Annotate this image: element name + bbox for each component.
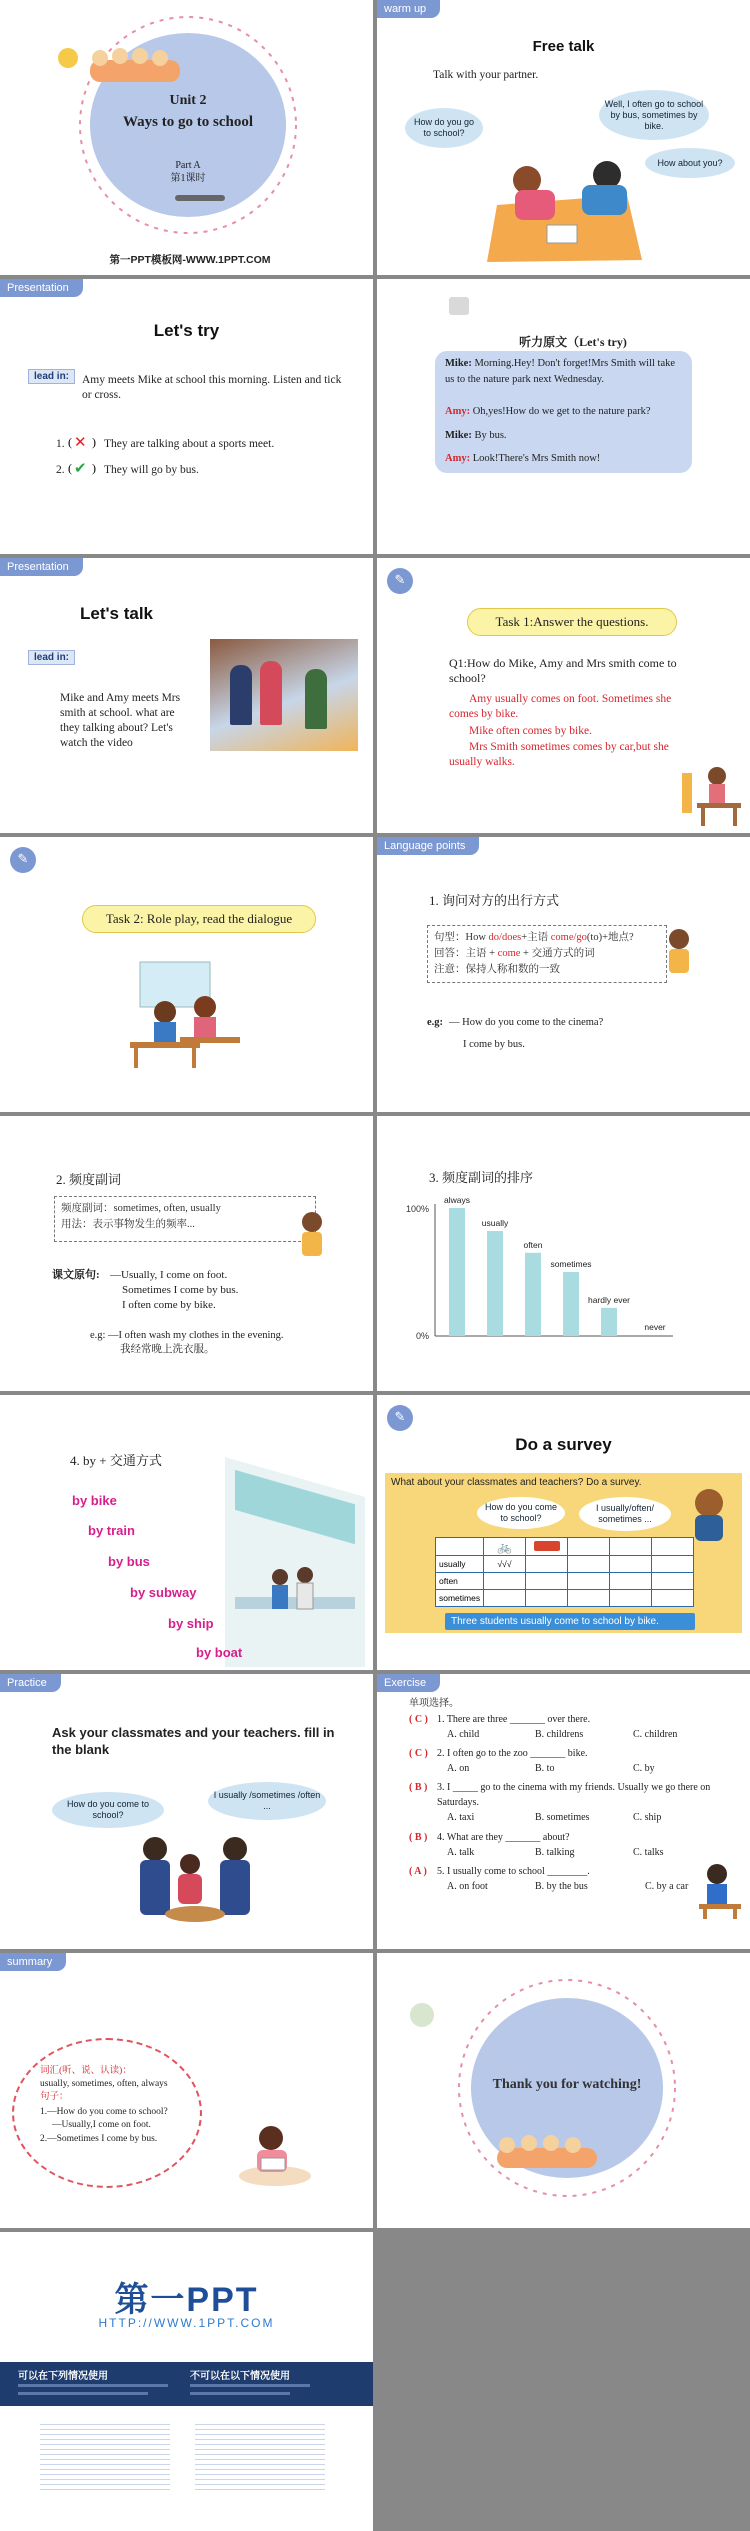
summary-sentence: —Usually,I come on foot. [52, 2120, 151, 2130]
exercise-question: 4. What are they _______ about? [437, 1832, 570, 1843]
option[interactable]: A. taxi [447, 1812, 475, 1823]
tally-cell[interactable] [652, 1573, 694, 1590]
grammar-line: 回答：主语 + come + 交通方式的词 [434, 948, 595, 959]
source-label: 课文原句: [52, 1269, 100, 1281]
grammar-box [54, 1196, 316, 1242]
pencil-badge-icon: ✎ [10, 847, 36, 873]
slide-credits [0, 2232, 373, 2531]
slide-transport [0, 1395, 373, 1670]
slide-heading: Let's talk [79, 604, 153, 623]
speech-bubble: How about you? [645, 148, 735, 178]
question-number: 2. [56, 464, 65, 476]
usage-banner [0, 2362, 373, 2406]
tally-cell[interactable] [484, 1573, 526, 1590]
tally-cell[interactable] [610, 1573, 652, 1590]
slide-listening-script [377, 279, 750, 554]
girl-illustration [292, 1208, 332, 1268]
tally-cell[interactable] [652, 1590, 694, 1607]
closing-text: Thank you for watching! [492, 2077, 642, 2092]
answer-choice: ( C ) [409, 1714, 428, 1725]
grammar-line: 频度副词：sometimes, often, usually [61, 1203, 221, 1214]
speech-bubble: How do you come to school? [52, 1792, 164, 1828]
transport-phrase: by bus [108, 1554, 150, 1569]
y-tick-label: 100% [405, 1204, 429, 1214]
point-heading: 1. 询问对方的出行方式 [429, 893, 560, 908]
section-tag: Practice [0, 1674, 61, 1692]
chart-bar [525, 1253, 541, 1336]
answer-text: Mrs Smith sometimes comes by car,but she usually walks. [449, 741, 669, 768]
exercise-question: 3. I _____ go to the cinema with my friends. Usually we go there on Saturdays. [437, 1782, 711, 1808]
lead-in-text: Amy meets Mike at school this morning. Listen and tick or cross. [82, 374, 342, 401]
tally-cell[interactable]: √√√ [484, 1556, 526, 1573]
option[interactable]: C. by [633, 1763, 655, 1774]
question-text: They will go by bus. [104, 464, 199, 476]
answer-text: Amy usually comes on foot. Sometimes she comes by bike. [449, 693, 672, 720]
example-line: I come by bus. [463, 1039, 525, 1050]
row-label: usually [436, 1556, 484, 1573]
frequency-bar-chart [397, 1176, 717, 1376]
tally-cell[interactable] [610, 1590, 652, 1607]
source-line: —Usually, I come on foot. [110, 1269, 228, 1281]
radio-icon [449, 297, 469, 315]
pencil-icon [175, 195, 225, 201]
option[interactable]: A. on [447, 1763, 470, 1774]
point-heading: 3. 频度副词的排序 [429, 1170, 534, 1185]
source-line: Sometimes I come by bus. [122, 1284, 239, 1296]
slide-title [0, 0, 373, 275]
slide-lets-talk [0, 558, 373, 833]
bear-teacher-illustration [681, 1483, 737, 1543]
student-desk-illustration [677, 758, 742, 828]
example-label: e.g: [90, 1330, 106, 1341]
lead-in-badge: lead in: [28, 650, 75, 665]
slide-task-1 [377, 558, 750, 833]
tally-cell[interactable] [526, 1590, 568, 1607]
script-line: Mike: By bus. [445, 430, 507, 441]
link-list [195, 2420, 325, 2490]
script-title: 听力原文（Let's try) [519, 335, 627, 349]
transport-phrase: by bike [72, 1493, 117, 1508]
slide-title-text: Ways to go to school [122, 114, 253, 130]
option[interactable]: A. on foot [447, 1881, 488, 1892]
example-label: e.g: [427, 1017, 444, 1028]
brand-logo: 第一PPT [114, 2281, 259, 2319]
grammar-line: 注意：保持人称和数的一致 [434, 964, 560, 975]
classmates-illustration [130, 1824, 260, 1939]
chart-bar [487, 1231, 503, 1336]
slide-free-talk [377, 0, 750, 275]
section-tag: warm up [377, 0, 440, 18]
y-tick-label: 0% [415, 1331, 429, 1341]
exercise-heading: 单项选择。 [409, 1698, 459, 1709]
usage-allowed-heading: 可以在下列情况使用 [18, 2371, 108, 2382]
lead-in-text: Mike and Amy meets Mrs smith at school. what are they talking about? Let's watch the video [60, 692, 181, 749]
grammar-line: 用法：表示事物发生的频率... [61, 1219, 195, 1230]
sun-icon [58, 48, 78, 68]
practice-instruction: Ask your classmates and your teachers. fill in the blank [52, 1725, 335, 1757]
answer-choice: ( A ) [409, 1866, 427, 1877]
survey-panel [385, 1473, 742, 1633]
tally-cell[interactable] [526, 1556, 568, 1573]
tally-cell[interactable] [568, 1573, 610, 1590]
link-list [40, 2420, 170, 2490]
answer-text: Mike often comes by bike. [469, 725, 592, 737]
section-tag: summary [0, 1953, 66, 1971]
task-banner: Task 2: Role play, read the dialogue [82, 905, 316, 933]
grammar-line: 句型：How do/does+主语 come/go(to)+地点? [434, 932, 634, 943]
brand-url[interactable]: HTTP://WWW.1PPT.COM [98, 2316, 275, 2330]
source-line: I often come by bike. [122, 1299, 216, 1311]
option[interactable]: A. child [447, 1729, 480, 1740]
video-thumbnail[interactable] [210, 639, 358, 751]
section-tag: Language points [377, 837, 479, 855]
instruction: Talk with your partner. [433, 69, 539, 81]
chart-bar [601, 1308, 617, 1336]
check-mark-icon: ( ✔ ) [68, 459, 96, 477]
bike-icon: 🚲 [484, 1538, 526, 1556]
option[interactable]: C. talks [633, 1847, 664, 1858]
script-line: Amy: Look!There's Mrs Smith now! [445, 453, 601, 464]
speech-bubble: Well, I often go to school by bus, sometimes by bike. [599, 90, 709, 140]
grammar-box [427, 925, 667, 983]
option[interactable]: C. ship [633, 1812, 662, 1823]
lesson-label: 第1课时 [170, 173, 206, 184]
lead-in-badge: lead in: [28, 369, 75, 384]
script-box [435, 351, 692, 473]
slide-task-2 [0, 837, 373, 1112]
summary-sentence: 2.—Sometimes I come by bus. [40, 2134, 158, 2144]
classroom-illustration [120, 957, 250, 1072]
slide-practice [0, 1674, 373, 1949]
girl-illustration [659, 925, 699, 985]
row-label: sometimes [436, 1590, 484, 1607]
example-line: 我经常晚上洗衣服。 [120, 1344, 215, 1355]
transport-phrase: by train [88, 1523, 135, 1538]
slide-summary [0, 1953, 373, 2228]
option[interactable]: B. sometimes [535, 1812, 590, 1823]
footer-link[interactable]: 第一PPT模板网-WWW.1PPT.COM [109, 254, 271, 266]
bar-label: hardly ever [587, 1294, 631, 1305]
section-tag: Presentation [0, 558, 83, 576]
bar-label: usually [481, 1218, 509, 1229]
tally-cell[interactable] [568, 1590, 610, 1607]
usage-forbidden-heading: 不可以在以下情况使用 [190, 2371, 290, 2382]
option[interactable]: A. talk [447, 1847, 475, 1858]
chart-bar [449, 1208, 465, 1336]
bar-label: often [523, 1239, 543, 1250]
transport-phrase: by boat [196, 1645, 243, 1660]
script-line: Mike: Morning.Hey! Don't forget!Mrs Smith will take us to the nature park next Wednesday. [445, 358, 676, 385]
section-tag: Presentation [0, 279, 83, 297]
option[interactable]: C. by a car [645, 1881, 689, 1892]
answer-choice: ( B ) [409, 1832, 428, 1843]
slide-thank-you [377, 1953, 750, 2228]
slide-language-point-1 [377, 837, 750, 1112]
option[interactable]: C. children [633, 1729, 678, 1740]
unit-label: Unit 2 [169, 93, 207, 108]
slide-heading: Do a survey [515, 1435, 612, 1454]
transport-phrase: by subway [130, 1585, 197, 1600]
question-text: They are talking about a sports meet. [104, 438, 275, 450]
question-text: Q1:How do Mike, Amy and Mrs smith come to school? [449, 656, 677, 685]
slide-exercise [377, 1674, 750, 1949]
summary-sentence: 1.—How do you come to school? [40, 2107, 168, 2117]
answer-choice: ( B ) [409, 1782, 428, 1793]
script-line: Amy: Oh,yes!How do we get to the nature park? [445, 406, 651, 417]
student-desk-illustration [695, 1860, 745, 1920]
summary-label: 句子： [40, 2092, 69, 2102]
exercise-question: 5. I usually come to school ________. [437, 1866, 590, 1877]
survey-table [435, 1537, 694, 1607]
title-decoration [0, 0, 373, 275]
speech-bubble: How do you go to school? [405, 108, 483, 148]
task-banner: Task 1:Answer the questions. [467, 608, 677, 636]
cross-mark-icon: ( ✕ ) [68, 433, 96, 451]
point-heading: 2. 频度副词 [56, 1172, 122, 1187]
tally-cell[interactable] [484, 1590, 526, 1607]
exercise-question: 1. There are three _______ over there. [437, 1714, 591, 1725]
train-interior-illustration [225, 1457, 365, 1667]
answer-choice: ( C ) [409, 1748, 428, 1759]
speech-bubble: I usually /sometimes /often ... [208, 1782, 326, 1820]
option[interactable]: B. talking [535, 1847, 575, 1858]
point-heading: 4. by + 交通方式 [70, 1453, 162, 1468]
option[interactable]: B. by the bus [535, 1881, 588, 1892]
option[interactable]: B. to [535, 1763, 555, 1774]
slide-heading: Free talk [532, 38, 595, 55]
speech-bubble: How do you come to school? [477, 1497, 565, 1529]
section-tag: Exercise [377, 1674, 440, 1692]
exercise-question: 2. I often go to the zoo _______ bike. [437, 1748, 588, 1759]
summary-words: usually, sometimes, often, always [40, 2079, 168, 2089]
speech-bubble: I usually/often/ sometimes ... [579, 1497, 671, 1531]
students-illustration [477, 150, 647, 265]
tally-cell[interactable] [526, 1573, 568, 1590]
survey-question: What about your classmates and teachers? Do a survey. [391, 1477, 642, 1488]
slide-lets-try [0, 279, 373, 554]
bus-icon [526, 1538, 568, 1556]
pencil-badge-icon: ✎ [387, 568, 413, 594]
transport-phrase: by ship [168, 1616, 214, 1631]
reading-girl-illustration [235, 2118, 315, 2188]
row-label: often [436, 1573, 484, 1590]
example-line: — How do you come to the cinema? [449, 1017, 604, 1028]
question-number: 1. [56, 438, 65, 450]
bar-label: always [444, 1195, 470, 1205]
option[interactable]: B. childrens [535, 1729, 584, 1740]
survey-summary: Three students usually come to school by bike. [445, 1613, 695, 1630]
tally-cell[interactable] [652, 1556, 694, 1573]
slide-survey [377, 1395, 750, 1670]
slide-frequency-adverbs [0, 1116, 373, 1391]
part-label: Part A [175, 160, 201, 171]
summary-label: 词汇(听、说、认读)： [40, 2066, 132, 2076]
example-line: —I often wash my clothes in the evening. [108, 1330, 284, 1341]
chart-bar [563, 1272, 579, 1336]
slide-heading: Let's try [153, 321, 220, 340]
bar-label: never [644, 1322, 666, 1332]
tally-cell[interactable] [610, 1556, 652, 1573]
slide-frequency-chart [377, 1116, 750, 1391]
tally-cell[interactable] [568, 1556, 610, 1573]
bar-label: sometimes [550, 1259, 592, 1269]
pencil-badge-icon: ✎ [387, 1405, 413, 1431]
